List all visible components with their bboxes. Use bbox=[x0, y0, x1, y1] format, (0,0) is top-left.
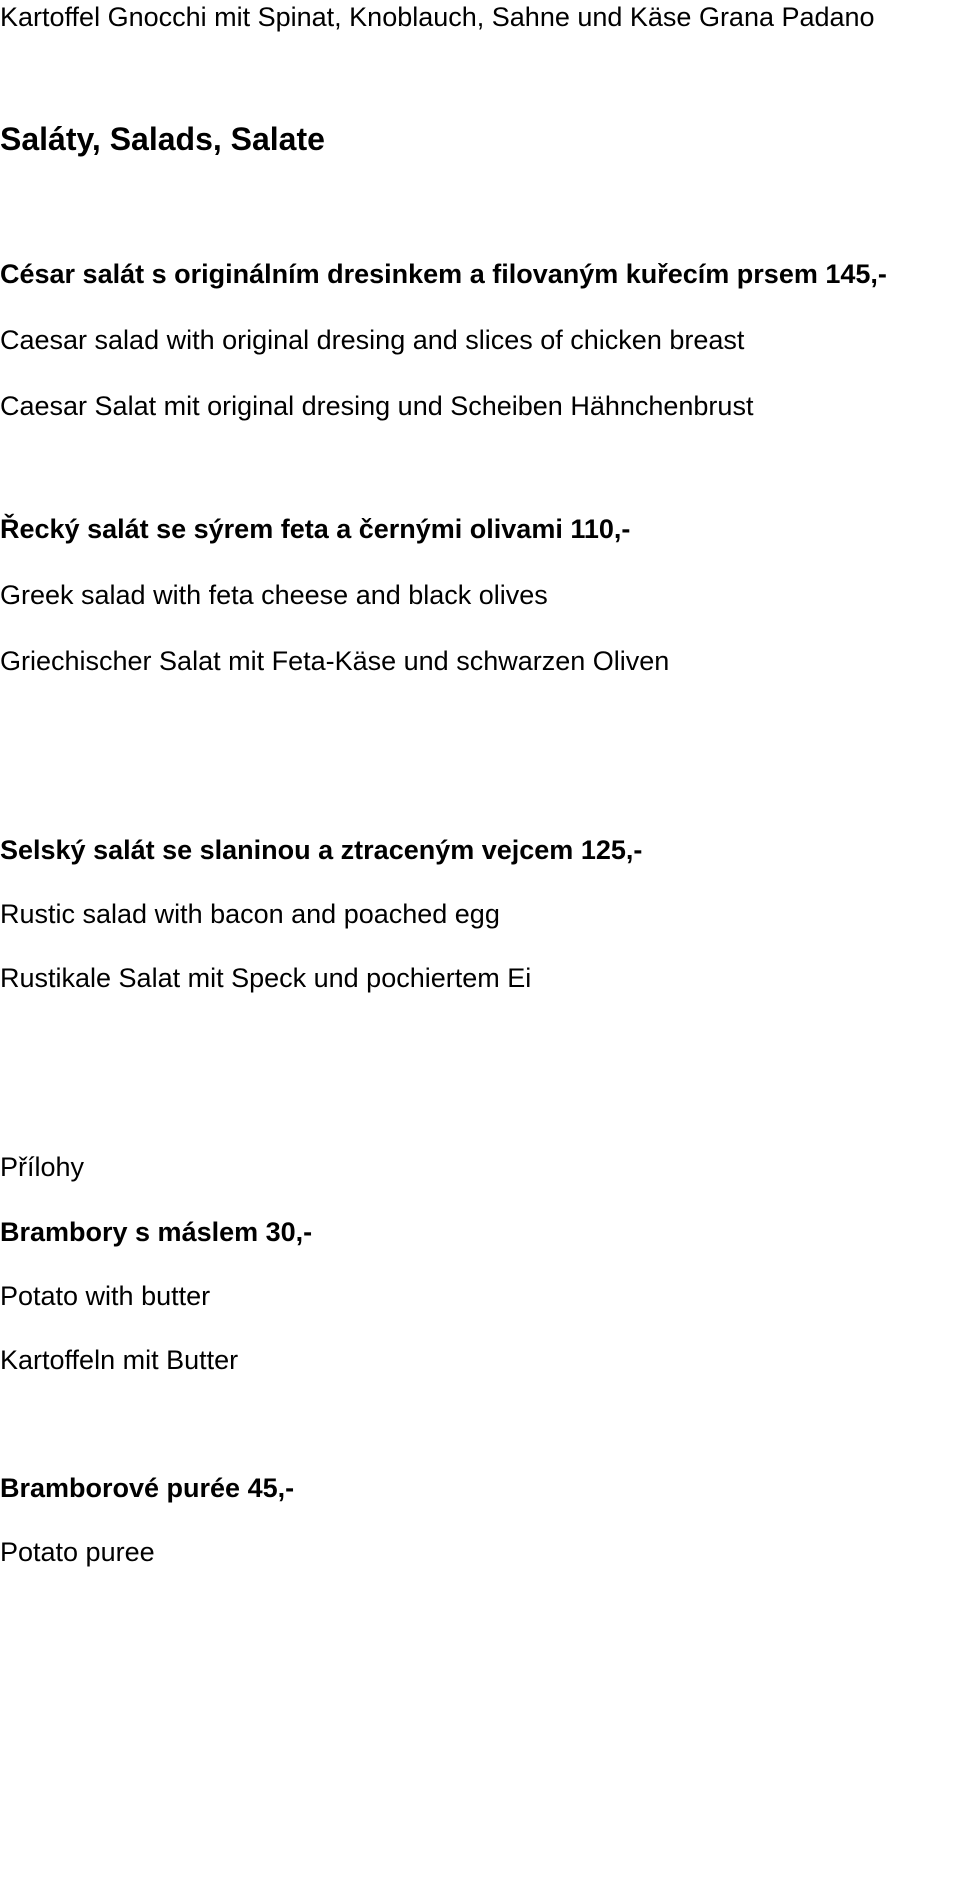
caesar-salad-german-description: Caesar Salat mit original dresing und Scheiben Hähnchenbrust bbox=[0, 391, 754, 421]
buttered-potatoes-czech-title: Brambory s máslem 30,- bbox=[0, 1217, 313, 1247]
greek-salad-czech-title: Řecký salát se sýrem feta a černými olivami 110,- bbox=[0, 514, 631, 544]
sides-section-heading: Přílohy bbox=[0, 1152, 85, 1182]
rustic-salad-english-description: Rustic salad with bacon and poached egg bbox=[0, 899, 500, 929]
salads-section-heading: Saláty, Salads, Salate bbox=[0, 121, 325, 157]
greek-salad-german-description: Griechischer Salat mit Feta-Käse und schwarzen Oliven bbox=[0, 646, 670, 676]
caesar-salad-english-description: Caesar salad with original dresing and slices of chicken breast bbox=[0, 325, 745, 355]
buttered-potatoes-german-description: Kartoffeln mit Butter bbox=[0, 1345, 239, 1375]
potato-puree-czech-title: Bramborové purée 45,- bbox=[0, 1473, 295, 1503]
greek-salad-english-description: Greek salad with feta cheese and black olives bbox=[0, 580, 548, 610]
caesar-salad-czech-title: César salát s originálním dresinkem a filovaným kuřecím prsem 145,- bbox=[0, 259, 887, 289]
gnocchi-german-description: Kartoffel Gnocchi mit Spinat, Knoblauch, Sahne und Käse Grana Padano bbox=[0, 2, 875, 32]
rustic-salad-german-description: Rustikale Salat mit Speck und pochiertem Ei bbox=[0, 963, 532, 993]
rustic-salad-czech-title: Selský salát se slaninou a ztraceným vejcem 125,- bbox=[0, 835, 643, 865]
buttered-potatoes-english-description: Potato with butter bbox=[0, 1281, 211, 1311]
potato-puree-english-description: Potato puree bbox=[0, 1537, 155, 1567]
